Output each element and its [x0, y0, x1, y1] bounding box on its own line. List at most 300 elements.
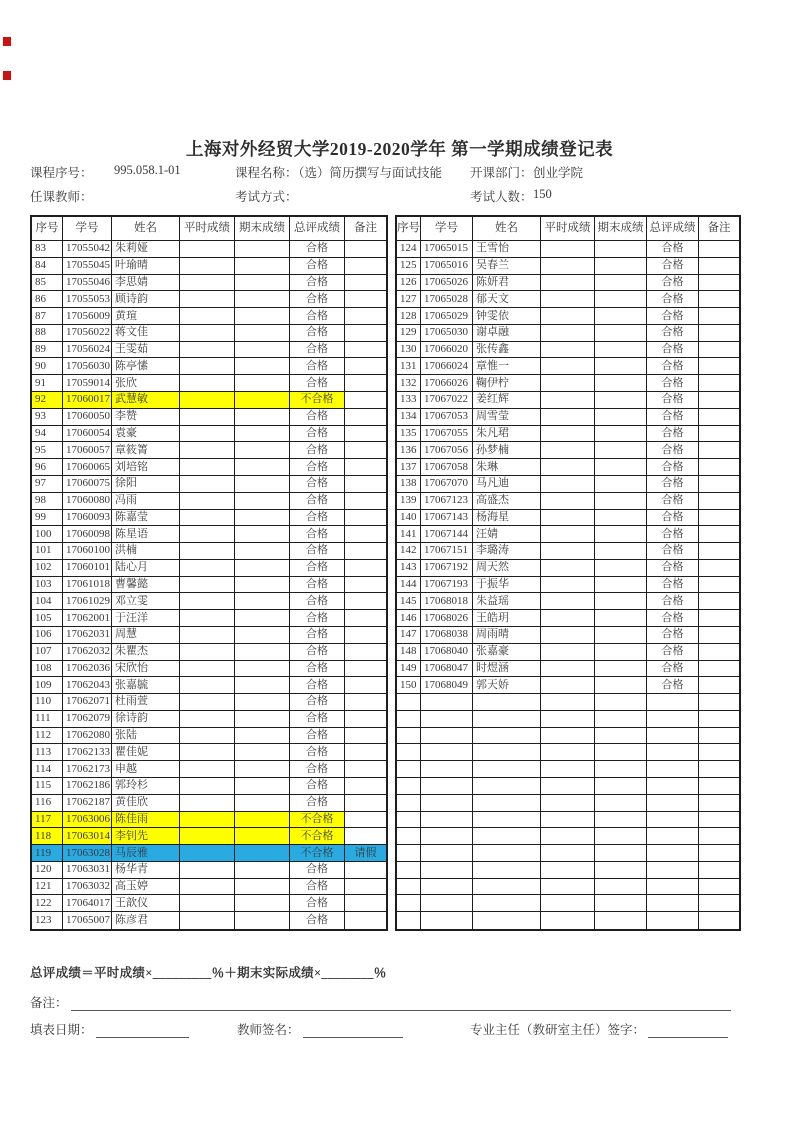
- red-artifact-mark-bottom: [3, 71, 11, 80]
- cell-student-id: [421, 728, 473, 745]
- cell-name: 高盛杰: [473, 493, 541, 510]
- cell-note: [345, 325, 386, 342]
- student-row-88: [32, 325, 386, 342]
- cell-overall-score: [647, 895, 699, 912]
- empty-row: [397, 912, 739, 929]
- cell-note: [699, 694, 739, 711]
- cell-student-id: 17065029: [421, 308, 473, 325]
- cell-regular-score: [541, 778, 595, 795]
- exam-method-label: 考试方式：: [235, 190, 298, 204]
- cell-note: 请假: [345, 845, 386, 862]
- cell-note: [699, 275, 739, 292]
- cell-overall-score: 合格: [647, 577, 699, 594]
- cell-name: 孙梦楠: [473, 442, 541, 459]
- cell-overall-score: 合格: [290, 610, 345, 627]
- cell-no: 149: [397, 661, 421, 678]
- student-row-101: [32, 543, 386, 560]
- cell-overall-score: 合格: [290, 476, 345, 493]
- cell-final-score: [595, 308, 647, 325]
- cell-name: 张传鑫: [473, 342, 541, 359]
- cell-regular-score: [180, 728, 235, 745]
- cell-regular-score: [541, 510, 595, 527]
- student-row-130: [397, 342, 739, 359]
- cell-overall-score: [647, 694, 699, 711]
- cell-final-score: [235, 627, 290, 644]
- cell-overall-score: 合格: [290, 677, 345, 694]
- cell-name: [473, 728, 541, 745]
- cell-regular-score: [541, 812, 595, 829]
- cell-no: 104: [32, 593, 63, 610]
- student-row-150: [397, 677, 739, 694]
- cell-regular-score: [541, 325, 595, 342]
- student-row-89: [32, 342, 386, 359]
- cell-note: [345, 275, 386, 292]
- cell-note: [345, 895, 386, 912]
- cell-regular-score: [180, 358, 235, 375]
- cell-overall-score: 合格: [290, 275, 345, 292]
- cell-note: [345, 308, 386, 325]
- cell-final-score: [595, 778, 647, 795]
- cell-final-score: [235, 577, 290, 594]
- cell-no: 117: [32, 812, 63, 829]
- cell-final-score: [235, 661, 290, 678]
- empty-row: [397, 744, 739, 761]
- cell-overall-score: 合格: [647, 308, 699, 325]
- cell-no: 147: [397, 627, 421, 644]
- cell-note: [699, 577, 739, 594]
- cell-name: 邓立雯: [112, 593, 180, 610]
- empty-row: [397, 694, 739, 711]
- cell-name: 章惟一: [473, 358, 541, 375]
- cell-name: 陈彦君: [112, 912, 180, 929]
- cell-regular-score: [541, 610, 595, 627]
- cell-no: 129: [397, 325, 421, 342]
- cell-name: 朱莉娅: [112, 241, 180, 258]
- cell-overall-score: 合格: [647, 543, 699, 560]
- cell-final-score: [235, 862, 290, 879]
- cell-regular-score: [180, 862, 235, 879]
- cell-student-id: 17067192: [421, 560, 473, 577]
- cell-name: 郭玲杉: [112, 778, 180, 795]
- cell-name: 李思婧: [112, 275, 180, 292]
- cell-note: [345, 761, 386, 778]
- cell-no: [397, 778, 421, 795]
- cell-name: 陈妍君: [473, 275, 541, 292]
- cell-no: 140: [397, 510, 421, 527]
- cell-no: 114: [32, 761, 63, 778]
- director-signature-line: [470, 1020, 728, 1038]
- cell-student-id: [421, 879, 473, 896]
- cell-final-score: [235, 593, 290, 610]
- cell-student-id: [421, 744, 473, 761]
- student-row-104: [32, 593, 386, 610]
- cell-overall-score: 合格: [647, 409, 699, 426]
- cell-final-score: [595, 593, 647, 610]
- cell-student-id: 17067144: [421, 526, 473, 543]
- cell-no: 136: [397, 442, 421, 459]
- cell-overall-score: 合格: [647, 375, 699, 392]
- empty-row: [397, 862, 739, 879]
- cell-name: 张嘉毓: [112, 677, 180, 694]
- student-row-102: [32, 560, 386, 577]
- cell-note: [345, 375, 386, 392]
- cell-student-id: 17055053: [63, 291, 112, 308]
- cell-regular-score: [180, 510, 235, 527]
- cell-name: 周天然: [473, 560, 541, 577]
- cell-overall-score: [647, 744, 699, 761]
- cell-note: [699, 375, 739, 392]
- cell-student-id: [421, 694, 473, 711]
- cell-student-id: 17062187: [63, 795, 112, 812]
- cell-note: [699, 828, 739, 845]
- cell-overall-score: 合格: [647, 526, 699, 543]
- cell-regular-score: [180, 778, 235, 795]
- cell-regular-score: [180, 610, 235, 627]
- cell-final-score: [235, 845, 290, 862]
- cell-note: [345, 459, 386, 476]
- cell-student-id: [421, 812, 473, 829]
- cell-final-score: [595, 375, 647, 392]
- cell-regular-score: [541, 577, 595, 594]
- cell-no: 91: [32, 375, 63, 392]
- cell-name: 陈亭愫: [112, 358, 180, 375]
- grade-table-left: [30, 215, 388, 931]
- cell-regular-score: [541, 644, 595, 661]
- cell-note: [345, 778, 386, 795]
- cell-regular-score: [541, 677, 595, 694]
- director-signature-blank-underline: [648, 1025, 728, 1038]
- cell-no: 97: [32, 476, 63, 493]
- cell-no: 134: [397, 409, 421, 426]
- cell-final-score: [235, 761, 290, 778]
- col-header-student-id: 学号: [63, 217, 112, 241]
- cell-student-id: 17068026: [421, 610, 473, 627]
- cell-student-id: 17062173: [63, 761, 112, 778]
- cell-regular-score: [180, 912, 235, 929]
- cell-name: 李璐涛: [473, 543, 541, 560]
- cell-regular-score: [541, 845, 595, 862]
- director-signature-label: 专业主任（教研室主任）签字：: [470, 1023, 646, 1037]
- cell-no: 111: [32, 711, 63, 728]
- cell-regular-score: [180, 409, 235, 426]
- cell-regular-score: [180, 476, 235, 493]
- cell-no: 100: [32, 526, 63, 543]
- cell-regular-score: [180, 677, 235, 694]
- cell-no: 124: [397, 241, 421, 258]
- cell-no: 106: [32, 627, 63, 644]
- fill-date-label: 填表日期：: [30, 1023, 93, 1037]
- cell-student-id: 17062080: [63, 728, 112, 745]
- cell-name: 周雪莹: [473, 409, 541, 426]
- cell-no: 98: [32, 493, 63, 510]
- cell-name: 周慧: [112, 627, 180, 644]
- cell-final-score: [595, 661, 647, 678]
- col-header-name: 姓名: [473, 217, 541, 241]
- cell-final-score: [595, 493, 647, 510]
- cell-note: [699, 476, 739, 493]
- student-row-122: [32, 895, 386, 912]
- cell-student-id: 17063006: [63, 812, 112, 829]
- cell-student-id: 17056022: [63, 325, 112, 342]
- cell-student-id: [421, 828, 473, 845]
- cell-no: 128: [397, 308, 421, 325]
- cell-regular-score: [541, 426, 595, 443]
- student-row-105: [32, 610, 386, 627]
- cell-overall-score: 合格: [290, 258, 345, 275]
- cell-student-id: 17065015: [421, 241, 473, 258]
- cell-name: 张欣: [112, 375, 180, 392]
- cell-overall-score: 合格: [290, 308, 345, 325]
- student-row-115: [32, 778, 386, 795]
- cell-note: [699, 912, 739, 929]
- student-row-94: [32, 426, 386, 443]
- cell-regular-score: [541, 912, 595, 929]
- cell-note: [345, 442, 386, 459]
- cell-note: [345, 694, 386, 711]
- teacher-signature-line: [237, 1020, 403, 1038]
- cell-regular-score: [180, 895, 235, 912]
- cell-final-score: [235, 258, 290, 275]
- cell-student-id: 17055046: [63, 275, 112, 292]
- cell-no: [397, 912, 421, 929]
- cell-name: [473, 795, 541, 812]
- cell-regular-score: [180, 828, 235, 845]
- cell-no: 150: [397, 677, 421, 694]
- cell-student-id: 17060065: [63, 459, 112, 476]
- col-header-no: 序号: [397, 217, 421, 241]
- cell-name: 王皓玥: [473, 610, 541, 627]
- cell-regular-score: [541, 761, 595, 778]
- cell-student-id: 17062186: [63, 778, 112, 795]
- cell-student-id: 17065030: [421, 325, 473, 342]
- col-header-no: 序号: [32, 217, 63, 241]
- cell-regular-score: [541, 560, 595, 577]
- cell-overall-score: 合格: [290, 375, 345, 392]
- cell-final-score: [235, 426, 290, 443]
- cell-final-score: [595, 895, 647, 912]
- cell-student-id: 17066024: [421, 358, 473, 375]
- cell-no: 84: [32, 258, 63, 275]
- cell-name: 宋欣怡: [112, 661, 180, 678]
- cell-note: [699, 895, 739, 912]
- cell-name: [473, 895, 541, 912]
- cell-note: [345, 627, 386, 644]
- cell-name: 高玉婷: [112, 879, 180, 896]
- cell-student-id: 17065028: [421, 291, 473, 308]
- student-row-114: [32, 761, 386, 778]
- cell-student-id: 17067151: [421, 543, 473, 560]
- cell-regular-score: [541, 526, 595, 543]
- cell-name: 谢卓融: [473, 325, 541, 342]
- cell-student-id: 17063032: [63, 879, 112, 896]
- empty-row: [397, 828, 739, 845]
- cell-overall-score: 合格: [290, 560, 345, 577]
- student-row-97: [32, 476, 386, 493]
- cell-final-score: [595, 912, 647, 929]
- cell-overall-score: 合格: [647, 325, 699, 342]
- teacher-signature-label: 教师签名：: [237, 1023, 300, 1037]
- cell-regular-score: [180, 661, 235, 678]
- cell-no: [397, 728, 421, 745]
- cell-regular-score: [180, 258, 235, 275]
- cell-note: [345, 912, 386, 929]
- cell-no: 86: [32, 291, 63, 308]
- col-header-overall-score: 总评成绩: [290, 217, 345, 241]
- cell-no: [397, 694, 421, 711]
- cell-overall-score: 合格: [290, 912, 345, 929]
- cell-no: [397, 761, 421, 778]
- cell-student-id: 17068040: [421, 644, 473, 661]
- cell-regular-score: [180, 375, 235, 392]
- cell-overall-score: 不合格: [290, 392, 345, 409]
- cell-name: 陈嘉莹: [112, 510, 180, 527]
- cell-overall-score: 合格: [290, 661, 345, 678]
- table-header-row: [32, 217, 386, 241]
- cell-regular-score: [180, 845, 235, 862]
- cell-regular-score: [541, 308, 595, 325]
- cell-overall-score: 合格: [290, 426, 345, 443]
- cell-note: [345, 577, 386, 594]
- cell-final-score: [595, 526, 647, 543]
- cell-no: 148: [397, 644, 421, 661]
- cell-regular-score: [541, 275, 595, 292]
- overall-score-formula: 总评成绩＝平时成绩×_________％＋期末实际成绩×________％: [30, 966, 387, 980]
- student-row-108: [32, 661, 386, 678]
- cell-student-id: 17055042: [63, 241, 112, 258]
- cell-name: 朱益瑶: [473, 593, 541, 610]
- cell-no: 94: [32, 426, 63, 443]
- cell-note: [345, 744, 386, 761]
- cell-overall-score: [647, 912, 699, 929]
- cell-name: [473, 761, 541, 778]
- cell-final-score: [595, 644, 647, 661]
- cell-regular-score: [180, 275, 235, 292]
- cell-no: 95: [32, 442, 63, 459]
- cell-overall-score: 合格: [290, 761, 345, 778]
- cell-student-id: 17063014: [63, 828, 112, 845]
- student-row-99: [32, 510, 386, 527]
- cell-no: 125: [397, 258, 421, 275]
- cell-regular-score: [180, 711, 235, 728]
- student-row-128: [397, 308, 739, 325]
- cell-overall-score: 合格: [647, 493, 699, 510]
- cell-note: [345, 426, 386, 443]
- cell-regular-score: [541, 459, 595, 476]
- cell-final-score: [595, 728, 647, 745]
- cell-overall-score: 合格: [290, 577, 345, 594]
- cell-no: 123: [32, 912, 63, 929]
- cell-name: 郁天文: [473, 291, 541, 308]
- cell-note: [699, 661, 739, 678]
- cell-name: [473, 879, 541, 896]
- col-header-note: 备注: [345, 217, 386, 241]
- cell-no: 116: [32, 795, 63, 812]
- cell-note: [345, 677, 386, 694]
- cell-note: [699, 358, 739, 375]
- cell-note: [345, 476, 386, 493]
- cell-regular-score: [180, 493, 235, 510]
- cell-regular-score: [180, 812, 235, 829]
- cell-regular-score: [541, 258, 595, 275]
- cell-student-id: [421, 761, 473, 778]
- student-row-149: [397, 661, 739, 678]
- empty-row: [397, 728, 739, 745]
- cell-student-id: [421, 862, 473, 879]
- cell-note: [345, 812, 386, 829]
- cell-no: 99: [32, 510, 63, 527]
- cell-no: [397, 711, 421, 728]
- cell-final-score: [595, 812, 647, 829]
- cell-note: [699, 879, 739, 896]
- cell-overall-score: 不合格: [290, 828, 345, 845]
- cell-note: [699, 593, 739, 610]
- cell-note: [699, 677, 739, 694]
- cell-student-id: 17055045: [63, 258, 112, 275]
- cell-overall-score: 合格: [290, 694, 345, 711]
- cell-name: 张陆: [112, 728, 180, 745]
- student-row-103: [32, 577, 386, 594]
- cell-overall-score: 合格: [647, 644, 699, 661]
- cell-name: 李赞: [112, 409, 180, 426]
- cell-name: 徐阳: [112, 476, 180, 493]
- cell-regular-score: [541, 879, 595, 896]
- cell-name: [473, 744, 541, 761]
- cell-final-score: [595, 560, 647, 577]
- cell-final-score: [595, 241, 647, 258]
- cell-student-id: [421, 711, 473, 728]
- cell-final-score: [595, 694, 647, 711]
- student-row-137: [397, 459, 739, 476]
- student-row-146: [397, 610, 739, 627]
- cell-student-id: 17067143: [421, 510, 473, 527]
- cell-name: [473, 912, 541, 929]
- cell-overall-score: 合格: [290, 644, 345, 661]
- cell-final-score: [595, 342, 647, 359]
- empty-row: [397, 895, 739, 912]
- cell-student-id: [421, 912, 473, 929]
- student-row-85: [32, 275, 386, 292]
- table-header-row: [397, 217, 739, 241]
- cell-student-id: 17064017: [63, 895, 112, 912]
- col-header-regular-score: 平时成绩: [541, 217, 595, 241]
- cell-note: [699, 459, 739, 476]
- cell-overall-score: 合格: [647, 426, 699, 443]
- cell-student-id: 17062043: [63, 677, 112, 694]
- cell-regular-score: [541, 442, 595, 459]
- cell-final-score: [235, 358, 290, 375]
- cell-no: 85: [32, 275, 63, 292]
- cell-note: [699, 761, 739, 778]
- cell-final-score: [595, 577, 647, 594]
- cell-note: [699, 728, 739, 745]
- cell-note: [345, 828, 386, 845]
- cell-regular-score: [541, 241, 595, 258]
- cell-regular-score: [180, 795, 235, 812]
- student-row-98: [32, 493, 386, 510]
- cell-regular-score: [180, 459, 235, 476]
- cell-note: [699, 744, 739, 761]
- cell-no: 141: [397, 526, 421, 543]
- cell-name: 王雪怡: [473, 241, 541, 258]
- cell-no: 145: [397, 593, 421, 610]
- cell-no: 143: [397, 560, 421, 577]
- cell-note: [699, 493, 739, 510]
- cell-student-id: 17062133: [63, 744, 112, 761]
- cell-final-score: [235, 879, 290, 896]
- cell-regular-score: [541, 493, 595, 510]
- cell-student-id: 17060098: [63, 526, 112, 543]
- cell-no: 109: [32, 677, 63, 694]
